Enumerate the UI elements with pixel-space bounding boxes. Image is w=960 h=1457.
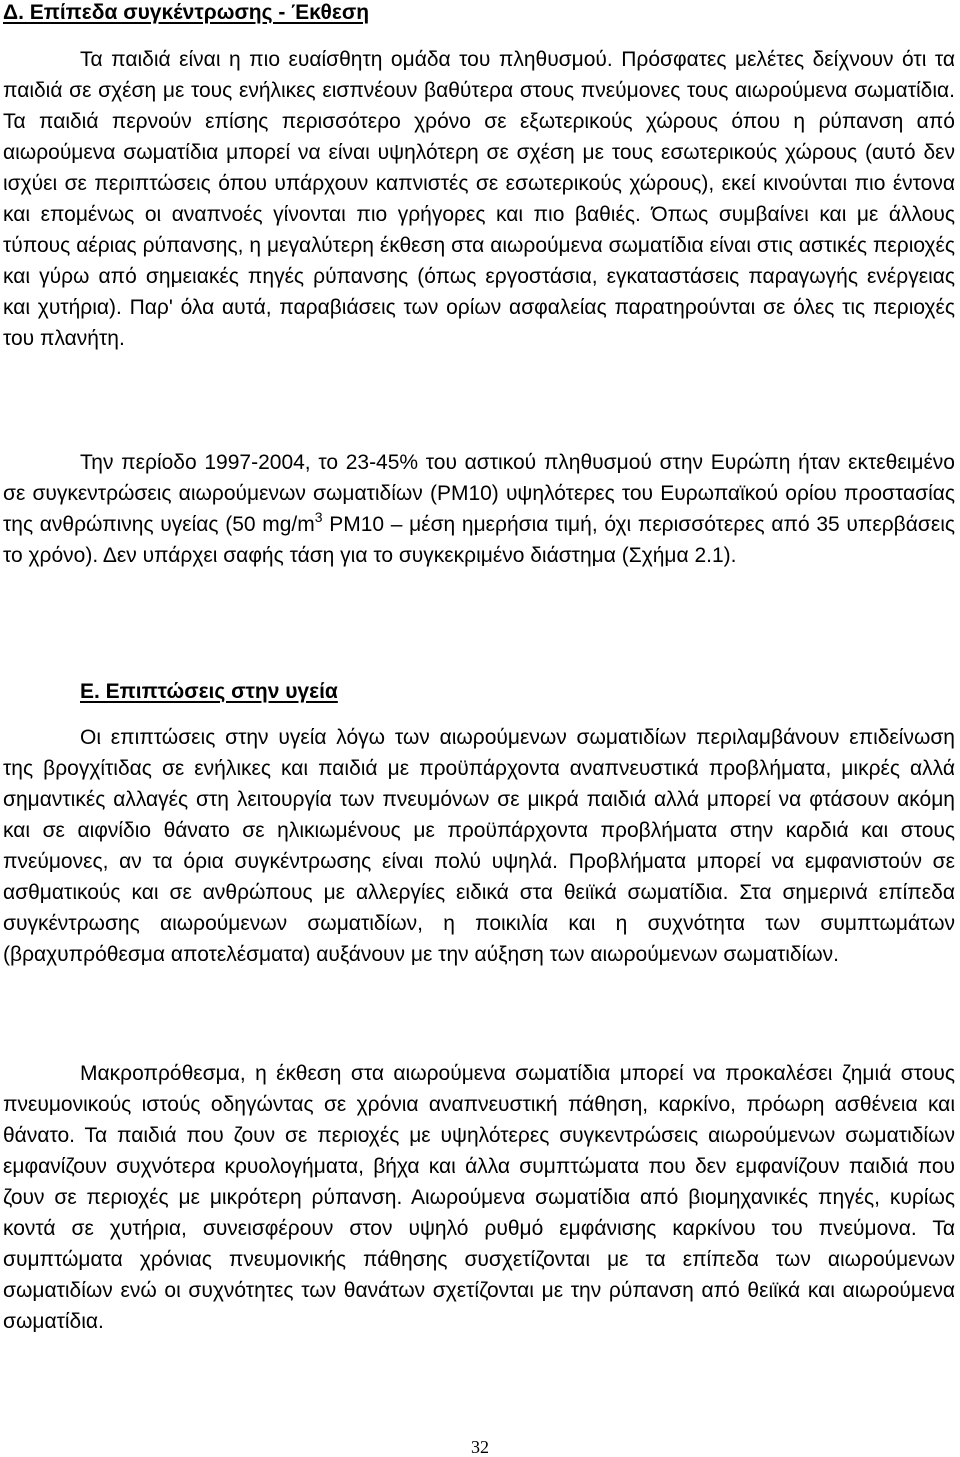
paragraph-europe-statistics-text-start: Την περίοδο 1997-2004, το 23-45% του αστικού πληθυσμού στην Ευρώπη ήταν εκτεθειμένο σε συγκεντρώσεις αιωρούμενων σωματιδίων (PM10) υψηλότερες του Ευρωπαϊκού ορίου προστασίας της ανθρώπινης υγείας (50 mg/m [3, 451, 955, 536]
page-number: 32 [471, 1437, 489, 1457]
superscript-cubic: 3 [314, 509, 323, 525]
section-heading-d: Δ. Επίπεδα συγκέντρωσης - Έκθεση [3, 1, 370, 24]
section-heading-e: Ε. Επιπτώσεις στην υγεία [80, 680, 338, 703]
paragraph-europe-statistics-text-end: PM10 – μέση ημερήσια τιμή, όχι περισσότερες από 35 υπερβάσεις το χρόνο). Δεν υπάρχει σαφής τάση για το συγκεκριμένο διάστημα (Σχήμα 2.1). [3, 513, 955, 567]
paragraph-health-effects: Οι επιπτώσεις στην υγεία λόγω των αιωρούμενων σωματιδίων περιλαμβάνουν επιδείνωση της βρογχίτιδας σε ενήλικες και παιδιά με προϋπάρχοντα αναπνευστικά προβλήματα, μικρές αλλά σημαντικές αλλαγές στη λειτουργία των πνευμόνων σε μικρά παιδιά αλλά μπορεί να φτάσουν ακόμη και σε αιφνίδιο θάνατο σε ηλικιωμένους με προϋπάρχοντα προβλήματα στην καρδιά και στους πνεύμονες, αν τα όρια συγκέντρωσης είναι πολύ υψηλά. Προβλήματα μπορεί να εμφανιστούν σε ασθματικούς και σε ανθρώπους με αλλεργίες ειδικά στα θειϊκά σωματίδια. Στα σημερινά επίπεδα συγκέντρωσης αιωρούμενων σωματιδίων, η ποικιλία και η συχνότητα των συμπτωμάτων (βραχυπρόθεσμα αποτελέσματα) αυξάνουν με την αύξηση των αιωρούμενων σωματιδίων. [3, 726, 955, 966]
paragraph-long-term-effects: Μακροπρόθεσμα, η έκθεση στα αιωρούμενα σωματίδια μπορεί να προκαλέσει ζημιά στους πνευμονικούς ιστούς οδηγώντας σε χρόνια αναπνευστική πάθηση, καρκίνο, πρόωρη ασθένεια και θάνατο. Τα παιδιά που ζουν σε περιοχές με υψηλότερες συγκεντρώσεις αιωρούμενων σωματιδίων εμφανίζουν συχνότερα κρυολογήματα, βήχα και άλλα συμπτώματα που δεν εμφανίζουν παιδιά που ζουν σε περιοχές με μικρότερη ρύπανση. Αιωρούμενα σωματίδια από βιομηχανικές πηγές, κυρίως κοντά σε χυτήρια, συνεισφέρουν στον υψηλό ρυθμό εμφάνισης καρκίνου του πνεύμονα. Τα συμπτώματα χρόνιας πνευμονικής πάθησης συσχετίζονται με τα επίπεδα των αιωρούμενων σωματιδίων ενώ οι συχνότητες των θανάτων σχετίζονται με την ρύπανση από θειϊκά και αιωρούμενα σωματίδια. [3, 1062, 955, 1333]
paragraph-europe-statistics [3, 447, 955, 571]
paragraph-children-exposure: Τα παιδιά είναι η πιο ευαίσθητη ομάδα του πληθυσμού. Πρόσφατες μελέτες δείχνουν ότι τα παιδιά σε σχέση με τους ενήλικες εισπνέουν βαθύτερα στους πνεύμονες τους αιωρούμενα σωματίδια. Τα παιδιά περνούν επίσης περισσότερο χρόνο σε εξωτερικούς χώρους όπου η ρύπανση από αιωρούμενα σωματίδια μπορεί να είναι υψηλότερη σε σχέση με τους εσωτερικούς χώρους (αυτό δεν ισχύει σε περιπτώσεις όπου υπάρχουν καπνιστές σε εσωτερικούς χώρους), εκεί κινούνται πιο έντονα και επομένως οι αναπνοές γίνονται πιο γρήγορες και πιο βαθιές. Όπως συμβαίνει και με άλλους τύπους αέριας ρύπανσης, η μεγαλύτερη έκθεση στα αιωρούμενα σωματίδια είναι στις αστικές περιοχές και γύρω από σημειακές πηγές ρύπανσης (όπως εργοστάσια, εγκαταστάσεις παραγωγής ενέργειας και χυτήρια). Παρ' όλα αυτά, παραβιάσεις των ορίων ασφαλείας παρατηρούνται σε όλες τις περιοχές του πλανήτη. [3, 48, 955, 350]
